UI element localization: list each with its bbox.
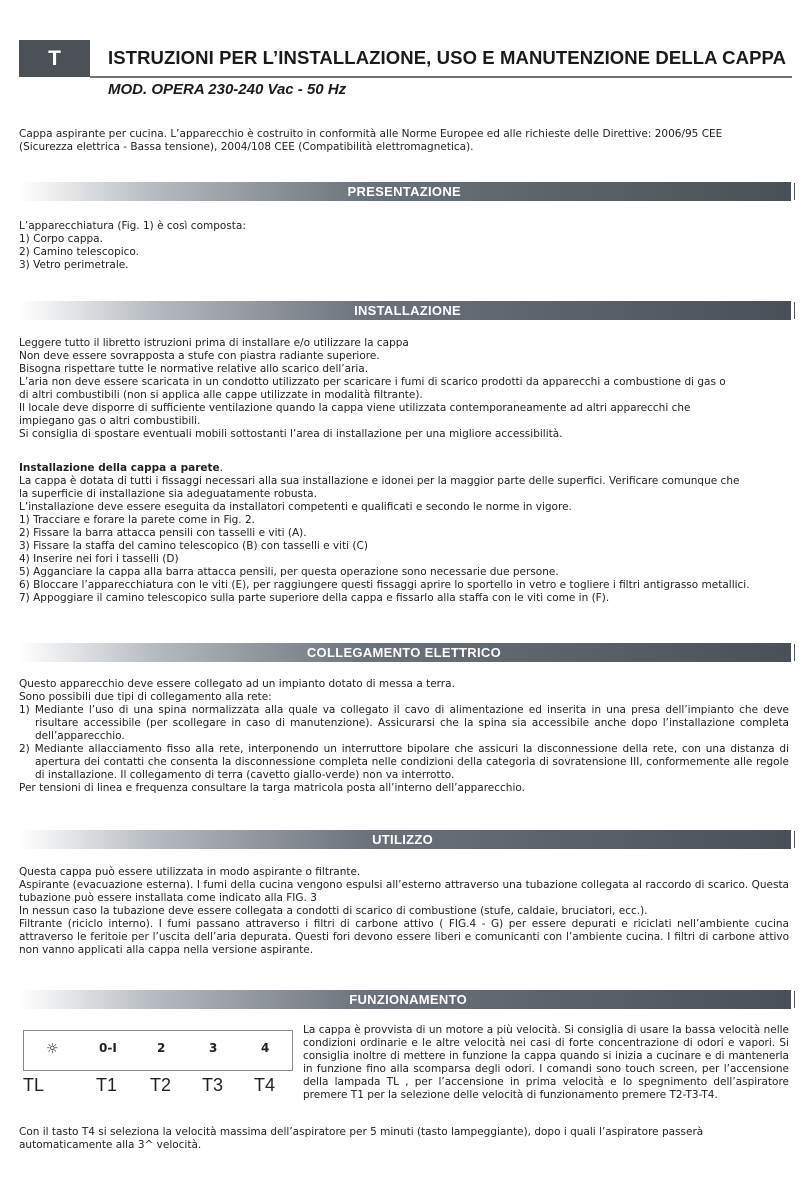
funzionamento-footer [19, 1126, 789, 1152]
label-t1: T1 [96, 1075, 118, 1095]
list-item: 5) Agganciare la cappa alla barra attacca pensili, per questa operazione sono necessarie due persone. [19, 566, 559, 578]
list-item: 2) Camino telescopico. [19, 246, 139, 258]
text-line: Questo apparecchio deve essere collegato ad un impianto dotato di messa a terra. [19, 678, 455, 690]
section-title: COLLEGAMENTO ELETTRICO [306, 645, 501, 660]
text-line: Sono possibili due tipi di collegamento alla rete: [19, 691, 272, 703]
subsection-title: Installazione della cappa a parete [19, 462, 220, 474]
installazione-text [19, 337, 789, 441]
funzionamento-text [303, 1024, 789, 1102]
text-line: impiegano gas o altri combustibili. [19, 415, 201, 427]
installazione-parete: Installazione della cappa a parete. La cappa è dotata di tutti i fissaggi necessari alla sua installazione e idonei per la maggior parte delle superfici. Verificare comunque che la superficie di installazione sia adeguatamente robusta. L’installazione deve essere eseguita da installatori competenti e qualificati e secondo le norme in vigore. 1) Tracciare e forare la parete come in Fig. 2. 2) Fissare la barra attacca pensili con tasselli e viti (A). 3) Fissare la staffa del camino telescopico (B) con tasselli e viti (C) 4) Inserire nei fori i tasselli (D) 5) Agganciare la cappa alla barra attacca pensili, per questa operazione sono necessarie due persone. 6) Bloccare l’apparecchiatura con le viti (E), per raggiungere questi fissaggi aprire lo sportello in vetro e togliere i filtri antigrasso metallici. 7) Appoggiare il camino telescopico sulla parte superiore della cappa e fissarlo alla staffa con le viti come in (F). [19, 462, 789, 605]
title-underline [90, 76, 792, 78]
text-line: Leggere tutto il libretto istruzioni prima di installare e/o utilizzare la cappa [19, 337, 409, 349]
intro-paragraph [19, 128, 789, 154]
text-line: Aspirante (evacuazione esterna). I fumi della cucina vengono espulsi all’esterno attraverso una tubazione collegata al raccordo di scarico. Questa tubazione può essere installata come indicato alla FIG. 3 [19, 879, 789, 904]
list-item: 2) Fissare la barra attacca pensili con tasselli e viti (A). [19, 527, 307, 539]
list-item: 3) Vetro perimetrale. [19, 259, 129, 271]
utilizzo-text [19, 866, 789, 957]
text-line: Si consiglia di spostare eventuali mobili sottostanti l’area di installazione per una migliore accessibilità. [19, 428, 563, 440]
presentazione-text [19, 220, 789, 272]
text-line: La cappa è dotata di tutti i fissaggi necessari alla sua installazione e idonei per la maggior parte delle superfici. Verificare comunque che [19, 475, 740, 487]
list-item: 2) Mediante allacciamento fisso alla rete, interponendo un interruttore bipolare che assicuri la disconnessione della rete, con una distanza di apertura dei contatti che consenta la disconnessione completa nelle condizioni della categoria di sovratensione III, conformemente alle regole di installazione. Il collegamento di terra (cavetto giallo-verde) non va interrotto. [19, 743, 789, 781]
section-title: FUNZIONAMENTO [349, 992, 467, 1007]
section-bar-funzionamento [19, 990, 791, 1009]
intro-line: Cappa aspirante per cucina. L’apparecchio è costruito in conformità alle Norme Europee ed alle richieste delle Direttive: 2006/95 CEE [19, 128, 723, 140]
speed-3-symbol: 3 [209, 1041, 218, 1055]
speed-4-symbol: 4 [261, 1041, 270, 1055]
text-line: di altri combustibili (non si applica alle cappe utilizzate in modalità filtrante). [19, 389, 423, 401]
section-bar-collegamento [19, 643, 791, 662]
list-item: 4) Inserire nei fori i tasselli (D) [19, 553, 179, 565]
text-line: L’apparecchiatura (Fig. 1) è così composta: [19, 220, 246, 232]
section-title: INSTALLAZIONE [354, 303, 461, 318]
intro-line: (Sicurezza elettrica - Bassa tensione), 2004/108 CEE (Compatibilità elettromagnetica). [19, 141, 474, 153]
language-badge: T [19, 40, 90, 77]
section-bar-installazione [19, 301, 791, 320]
list-item: 1) Tracciare e forare la parete come in Fig. 2. [19, 514, 256, 526]
text-line: Non deve essere sovrapposta a stufe con piastra radiante superiore. [19, 350, 380, 362]
control-panel-labels [23, 1075, 293, 1095]
text-line: la superficie di installazione sia adeguatamente robusta. [19, 488, 317, 500]
lamp-icon: ☼ [46, 1041, 59, 1057]
text-line: Questa cappa può essere utilizzata in modo aspirante o filtrante. [19, 866, 361, 878]
model-subtitle: MOD. OPERA 230-240 Vac - 50 Hz [108, 81, 347, 98]
label-t3: T3 [202, 1075, 224, 1095]
section-title: UTILIZZO [372, 832, 433, 847]
section-bar-presentazione [19, 182, 791, 201]
list-item: 6) Bloccare l’apparecchiatura con le viti (E), per raggiungere questi fissaggi aprire lo sportello in vetro e togliere i filtri antigrasso metallici. [19, 579, 750, 591]
text-line: Filtrante (riciclo interno). I fumi passano attraverso i filtri di carbone attivo ( FIG.4 - G) per essere depurati e riciclati nell’ambiente cucina attraverso le feritoie per l’uscita dell’aria depurata. Questi fori devono essere liberi e comunicanti con l’ambiente cucina. I filtri di carbone attivo non vanno applicati alla cappa nella versione aspirante. [19, 918, 789, 956]
text-line: Bisogna rispettare tutte le normative relative allo scarico dell’aria. [19, 363, 369, 375]
list-item: 7) Appoggiare il camino telescopico sulla parte superiore della cappa e fissarlo alla staffa con le viti come in (F). [19, 592, 610, 604]
collegamento-text [19, 678, 789, 795]
control-panel-diagram [23, 1030, 293, 1071]
text-line: Il locale deve disporre di sufficiente ventilazione quando la cappa viene utilizzata contemporaneamente ad altri apparecchi che [19, 402, 691, 414]
text-line: In nessun caso la tubazione deve essere collegata a condotti di scarico di combustione (stufe, caldaie, bruciatori, ecc.). [19, 905, 648, 917]
section-bar-utilizzo [19, 830, 791, 849]
text-line: L’aria non deve essere scaricata in un condotto utilizzato per scaricare i fumi di scarico prodotti da apparecchi a combustione di gas o [19, 376, 726, 388]
list-item: 1) Corpo cappa. [19, 233, 103, 245]
list-item: 1) Mediante l’uso di una spina normalizzata alla quale va collegato il cavo di alimentazione ed inserita in una presa dell’impianto che deve risultare accessibile (per scollegare in caso di manutenzione). Assicurarsi che la spina sia accessibile anche dopo l’installazione completa dell’apparecchio. [19, 704, 789, 742]
text-line: La cappa è provvista di un motore a più velocità. Si consiglia di usare la bassa velocità nelle condizioni ordinarie e le altre velocità nei casi di forte concentrazione di odori e vapori. Si consiglia inoltre di mettere in funzione la cappa quando si inizia a cucinare e di mantenerla in funzione fino alla scomparsa degli odori. I comandi sono touch screen, per l’accensione della lampada TL , per l’accensione in prima velocità e lo spegnimento dell’aspiratore premere T1 per la selezione delle velocità di funzionamento premere T2-T3-T4. [303, 1024, 789, 1101]
page-title: ISTRUZIONI PER L’INSTALLAZIONE, USO E MANUTENZIONE DELLA CAPPA [108, 47, 787, 68]
text-line: L’installazione deve essere eseguita da installatori competenti e qualificati e secondo le norme in vigore. [19, 501, 572, 513]
power-symbol: 0-I [99, 1041, 117, 1055]
label-t2: T2 [150, 1075, 172, 1095]
text-line: Con il tasto T4 si seleziona la velocità massima dell’aspiratore per 5 minuti (tasto lampeggiante), dopo i quali l’aspiratore passerà automaticamente alla 3^ velocità. [19, 1126, 704, 1151]
list-item: 3) Fissare la staffa del camino telescopico (B) con tasselli e viti (C) [19, 540, 368, 552]
section-title: PRESENTAZIONE [347, 184, 461, 199]
text-line: Per tensioni di linea e frequenza consultare la targa matricola posta all’interno dell’apparecchio. [19, 782, 525, 794]
speed-2-symbol: 2 [157, 1041, 166, 1055]
label-tl: TL [23, 1075, 45, 1095]
label-t4: T4 [254, 1075, 276, 1095]
